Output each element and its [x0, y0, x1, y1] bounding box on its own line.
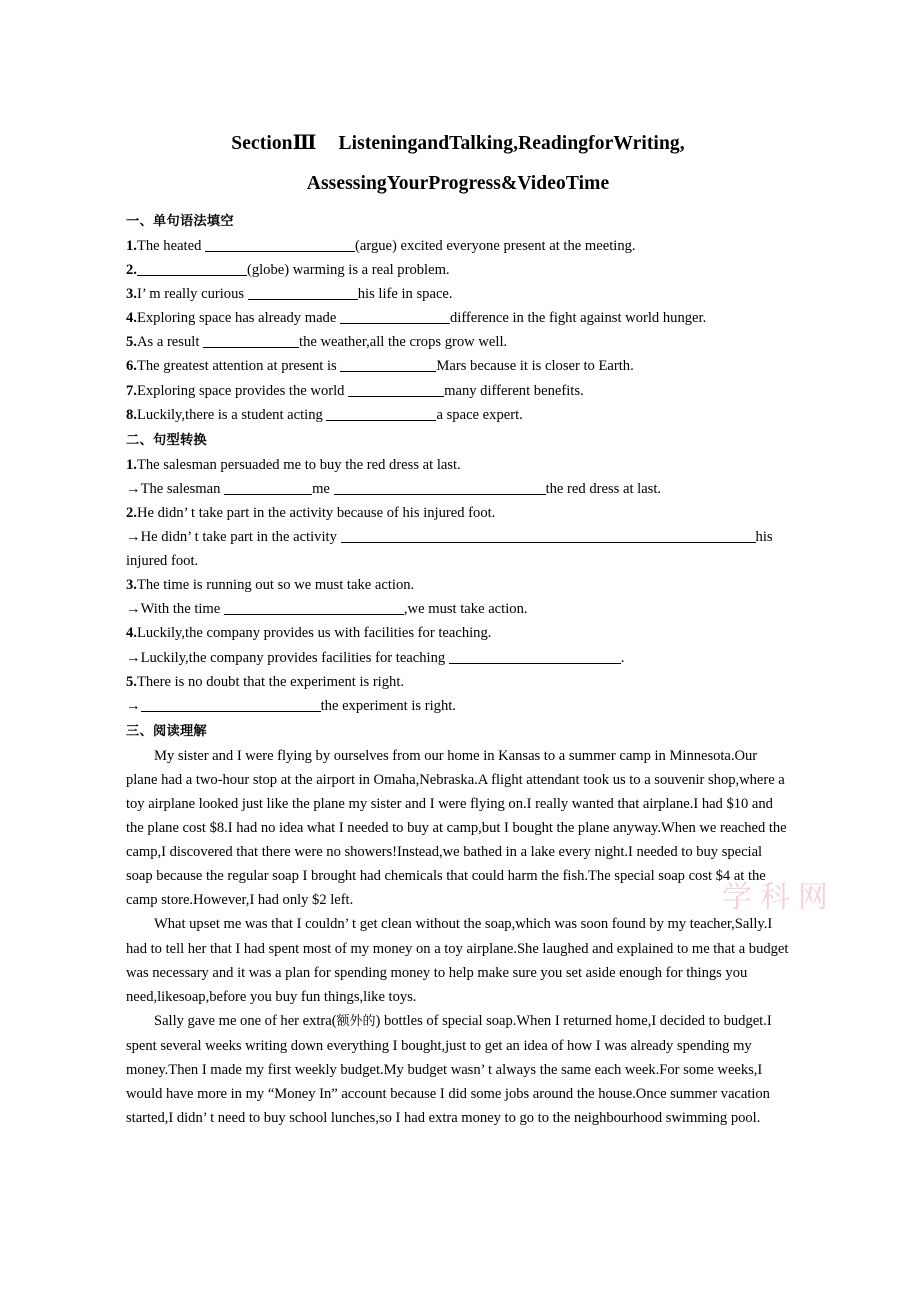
- answer-text-after: the experiment is right.: [320, 697, 456, 714]
- passage-paragraph: My sister and I were flying by ourselves from our home in Kansas to a summer camp in Minnesota.Our plane had a two-hour stop at the airport in Omaha,Nebraska.A flight attendant took us to a souvenir shop,where a toy airplane looked just like the plane my sister and I were flying on.I really wanted that airplane.I had $10 and the plane cost $8.I had no idea what I needed to buy at camp,but I bought the plane anyway.When we reached the camp,I discovered that there were no showers!Instead,we bathed in a lake every night.I needed to buy special soap because the regular soap I brought had chemicals that could harm the fish.The special soap cost $4 at the camp store.However,I had only $2 left.: [126, 747, 787, 909]
- question-number: 5.: [126, 673, 137, 690]
- question-text-before: The heated: [136, 238, 206, 254]
- page-title-line-1: [126, 124, 790, 164]
- passage-paragraph: [126, 1009, 790, 1130]
- passage-paragraph: What upset me was that I couldn’ t get clean without the soap,which was soon found by my teacher,Sally.I had to tell her that I had spent most of my money on a toy airplane.She laughed and explained to me that a budget was necessary and it was a plan for spending money to help make sure you set aside enough for things you need,likesoap,before you buy fun things,like toys.: [126, 916, 789, 1005]
- prompt-sentence: Luckily,the company provides us with facilities for teaching.: [136, 625, 492, 642]
- question-number: 3.: [126, 286, 137, 303]
- answer-text-after: his injured foot.: [126, 529, 773, 570]
- question-text-after: Mars because it is closer to Earth.: [436, 358, 634, 375]
- page-title-section-numeral: Ⅲ: [292, 133, 317, 154]
- question-text-before: Luckily,there is a student acting: [136, 406, 327, 423]
- question-text-after: (globe) warming is a real problem.: [246, 262, 450, 279]
- question-text-after: difference in the fight against world hunger.: [449, 310, 707, 327]
- answer-blank[interactable]: [137, 262, 247, 276]
- answer-blank[interactable]: [449, 650, 621, 664]
- question-text-before: Exploring space provides the world: [136, 382, 349, 399]
- prompt-sentence: The time is running out so we must take action.: [136, 577, 415, 594]
- question-number: 3.: [126, 577, 137, 594]
- question-number: 4.: [126, 310, 137, 327]
- answer-text-before: He didn’ t take part in the activity: [140, 529, 341, 546]
- page-title: [126, 124, 790, 204]
- question-number: 6.: [126, 358, 137, 375]
- section-heading-3: 三、阅读理解: [126, 723, 207, 739]
- question-item: [126, 330, 790, 354]
- answer-blank[interactable]: [348, 383, 444, 397]
- transform-prompt: [126, 453, 790, 477]
- answer-text-after: .: [620, 649, 625, 666]
- transform-prompt: [126, 501, 790, 525]
- question-number: 8.: [126, 406, 137, 423]
- question-text-before: The greatest attention at present is: [136, 358, 341, 375]
- answer-blank[interactable]: [248, 286, 358, 300]
- section-heading-1: 一、单句语法填空: [126, 214, 234, 229]
- answer-text-after: the red dress at last.: [545, 480, 662, 497]
- question-text-after: his life in space.: [357, 286, 453, 303]
- answer-text-before: The salesman: [140, 480, 225, 497]
- question-text-before: I’ m really curious: [136, 286, 248, 303]
- answer-blank[interactable]: [341, 529, 756, 543]
- page-title-line-2: AssessingYourProgress&VideoTime: [306, 173, 610, 194]
- answer-text-before: Luckily,the company provides facilities for teaching: [140, 649, 449, 666]
- question-number: 2.: [126, 262, 137, 279]
- question-text-before: Exploring space has already made: [136, 310, 340, 327]
- question-text-after: the weather,all the crops grow well.: [299, 334, 508, 351]
- question-text-after: (argue) excited everyone present at the meeting.: [355, 238, 636, 254]
- arrow-icon: →: [126, 697, 141, 714]
- answer-blank[interactable]: [326, 407, 436, 421]
- question-number: 1.: [126, 456, 137, 473]
- question-item: [126, 354, 790, 378]
- answer-blank[interactable]: [224, 601, 404, 615]
- answer-blank[interactable]: [334, 481, 546, 495]
- page-title-section-word: Section: [231, 133, 293, 154]
- question-number: 7.: [126, 382, 137, 399]
- transform-answer: [126, 597, 790, 621]
- question-number: 1.: [126, 238, 137, 254]
- passage-text: Sally gave me one of her extra(: [154, 1012, 337, 1029]
- answer-blank[interactable]: [205, 238, 355, 252]
- arrow-icon: →: [126, 529, 141, 546]
- question-item: [126, 234, 790, 258]
- answer-text-mid: me: [312, 480, 334, 497]
- question-item: [126, 379, 790, 403]
- arrow-icon: →: [126, 601, 141, 618]
- answer-blank[interactable]: [141, 698, 321, 712]
- question-item: [126, 282, 790, 306]
- watermark: 学科网: [722, 880, 836, 915]
- question-item: [126, 258, 790, 282]
- answer-text-before: With the time: [140, 601, 224, 618]
- transform-prompt: [126, 573, 790, 597]
- question-item: [126, 306, 790, 330]
- answer-blank[interactable]: [340, 310, 450, 324]
- transform-prompt: [126, 670, 790, 694]
- question-number: 5.: [126, 334, 137, 351]
- transform-prompt: [126, 621, 790, 645]
- transform-answer: [126, 525, 790, 573]
- section-heading-2: 二、句型转换: [126, 432, 207, 448]
- passage-text: ) bottles of special soap.When I returned home,I decided to budget.I spent several weeks writing down everything I bought,just to get an idea of how I was already spending my money.Then I made my first weekly budget.My budget wasn’ t always the same each week.For some weeks,I would have more in my “Money In” account because I did some jobs around the house.Once summer vacation started,I didn’ t need to buy school lunches,so I had extra money to go to the neighbourhood swimming pool.: [126, 1012, 772, 1127]
- transform-answer: [126, 477, 790, 501]
- answer-blank[interactable]: [340, 358, 436, 372]
- question-text-after: a space expert.: [436, 406, 523, 423]
- page-content: [126, 124, 790, 1130]
- answer-text-after: ,we must take action.: [403, 601, 528, 618]
- transform-answer: [126, 694, 790, 718]
- page-title-topics: ListeningandTalking,ReadingforWriting,: [338, 133, 685, 154]
- question-text-before: As a result: [136, 334, 204, 351]
- arrow-icon: →: [126, 480, 141, 497]
- answer-blank[interactable]: [203, 334, 299, 348]
- question-text-after: many different benefits.: [444, 382, 584, 399]
- question-number: 4.: [126, 625, 137, 642]
- transform-answer: [126, 646, 790, 670]
- chinese-gloss: 额外的: [336, 1013, 376, 1029]
- question-item: [126, 403, 790, 427]
- answer-blank[interactable]: [224, 481, 312, 495]
- prompt-sentence: There is no doubt that the experiment is right.: [136, 673, 405, 690]
- prompt-sentence: He didn’ t take part in the activity because of his injured foot.: [136, 504, 496, 521]
- prompt-sentence: The salesman persuaded me to buy the red dress at last.: [136, 456, 461, 473]
- arrow-icon: →: [126, 649, 141, 666]
- question-number: 2.: [126, 504, 137, 521]
